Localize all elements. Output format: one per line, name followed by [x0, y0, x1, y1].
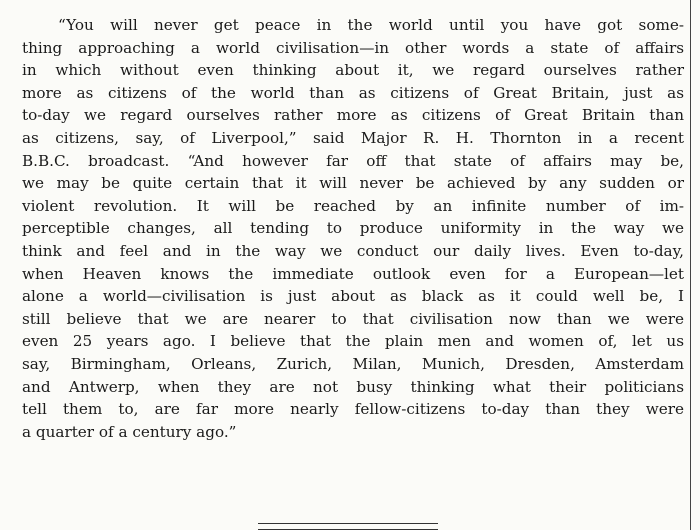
article-line: and Antwerp, when they are not busy thinking what their politicians	[22, 377, 684, 396]
column-rule	[690, 0, 691, 530]
article-line: still believe that we are nearer to that civilisation now than we were	[22, 309, 684, 328]
article-line: perceptible changes, all tending to produce uniformity in the way we	[22, 219, 684, 238]
article-line: thing approaching a world civilisation—in other words a state of affairs	[22, 38, 684, 57]
article-line: to-day we regard ourselves rather more as citizens of Great Britain than	[22, 106, 684, 125]
article-line: as citizens, say, of Liverpool,” said Major R. H. Thornton in a recent	[22, 128, 684, 147]
article-line: we may be quite certain that it will never be achieved by any sudden or	[22, 174, 684, 193]
article-line: alone a world—civilisation is just about as black as it could well be, I	[22, 287, 684, 306]
article-line: B.B.C. broadcast. “And however far off that state of affairs may be,	[22, 151, 684, 170]
article-line: tell them to, are far more nearly fellow-citizens to-day than they were	[22, 400, 684, 419]
article-line: a quarter of a century ago.”	[22, 422, 237, 441]
article-line: think and feel and in the way we conduct our daily lives. Even to-day,	[22, 241, 684, 260]
section-divider	[258, 523, 438, 530]
article-line: “You will never get peace in the world until you have got some-	[58, 16, 684, 34]
article-line: even 25 years ago. I believe that the plain men and women of, let us	[22, 332, 684, 351]
article-line: violent revolution. It will be reached by an infinite number of im-	[22, 196, 684, 215]
article-line: more as citizens of the world than as citizens of Great Britain, just as	[22, 83, 684, 102]
article-line: when Heaven knows the immediate outlook even for a European—let	[22, 264, 684, 283]
article-line: in which without even thinking about it, we regard ourselves rather	[22, 61, 684, 80]
article-line: say, Birmingham, Orleans, Zurich, Milan, Munich, Dresden, Amsterdam	[22, 354, 684, 373]
article-paragraph	[22, 14, 684, 443]
